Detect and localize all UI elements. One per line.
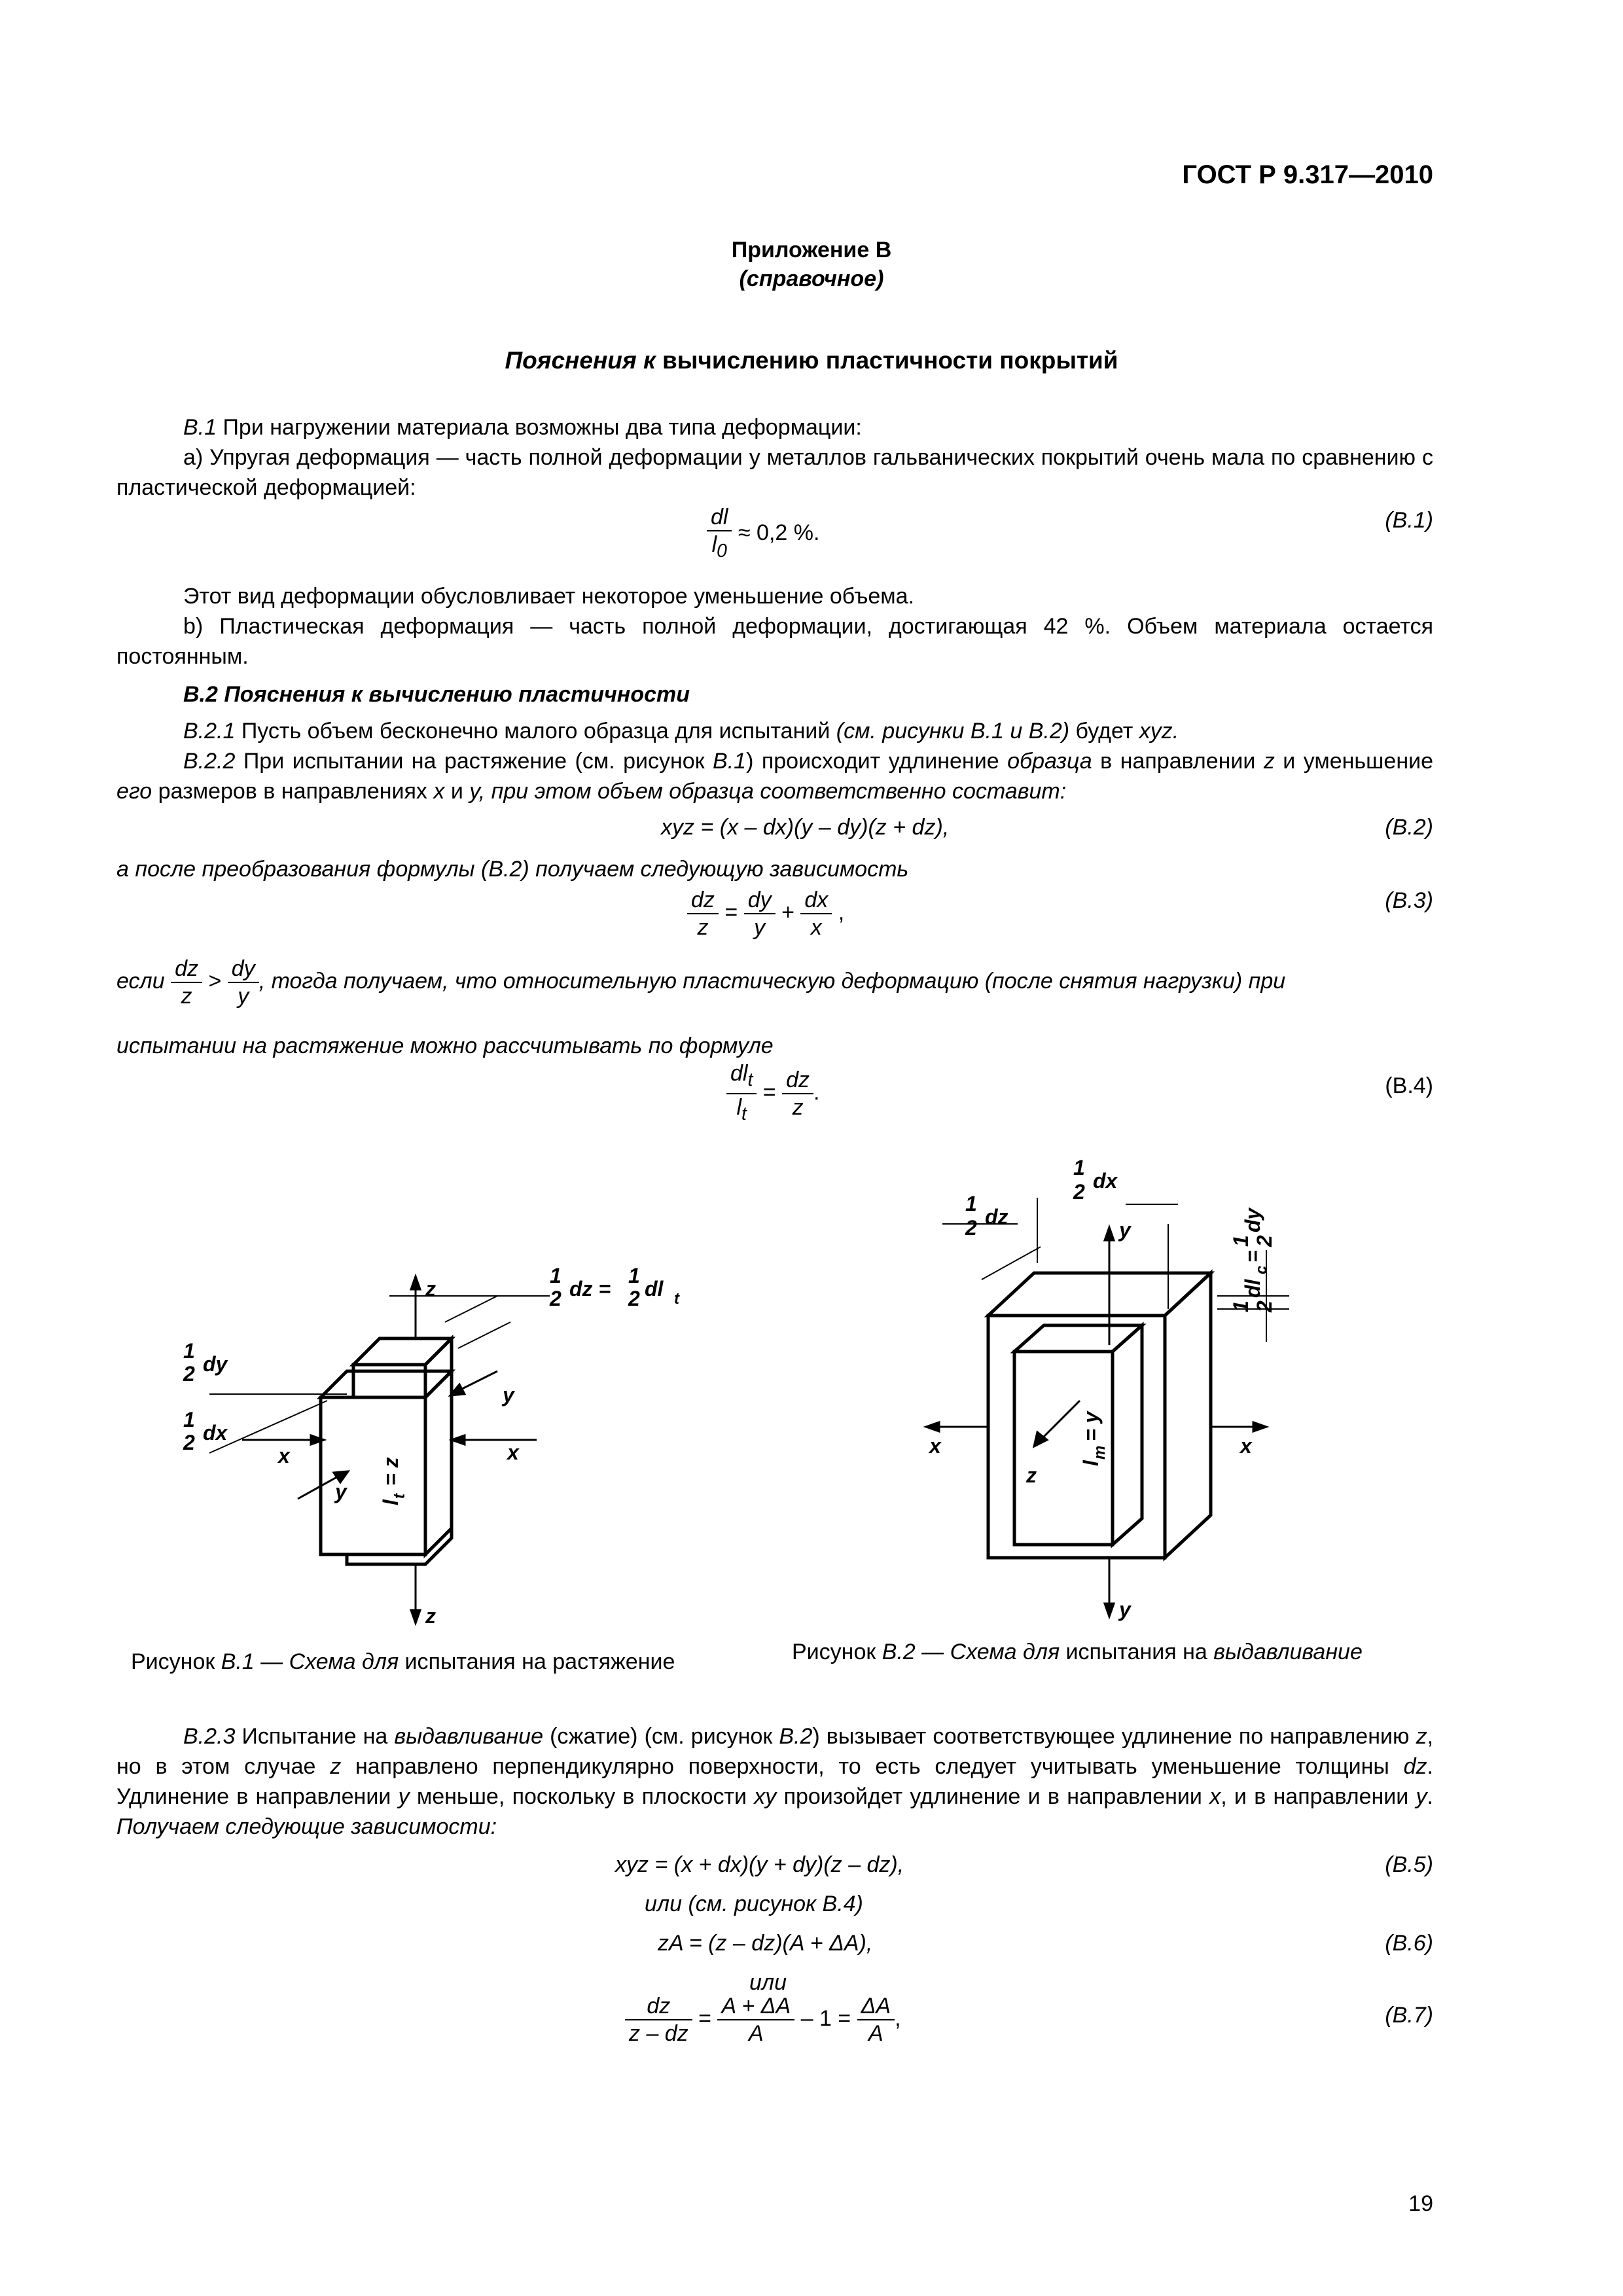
fig1-half-num: 1 [628, 1264, 640, 1287]
fig1-x-left: x [278, 1444, 290, 1467]
text: z [1416, 1724, 1427, 1749]
eq-sub: t [747, 1069, 753, 1090]
paragraph-b: b) Пластическая деформация — часть полной деформации, достигающая 42 %. Объем материала остается постоянным. [116, 614, 1433, 669]
text: В.2 [779, 1724, 813, 1749]
equation-b4 [726, 1060, 819, 1127]
text: и уменьшение [1274, 749, 1433, 774]
fig1-z-top: z [425, 1277, 436, 1300]
eq-num: dy [744, 887, 776, 914]
text: и [444, 779, 470, 804]
fig2-half-num: 1 [1073, 1156, 1085, 1179]
text: dz [1403, 1754, 1427, 1779]
text: y [398, 1784, 410, 1809]
eq-rest: ≈ 0,2 %. [738, 520, 820, 545]
text: При испытании на растяжение (см. рисунок [235, 749, 713, 774]
equation-label: (В.6) [1385, 1931, 1433, 1956]
fig2-lm-sub: m [1091, 1445, 1109, 1460]
eq-den: z [697, 915, 709, 940]
condition-line [116, 956, 1433, 1009]
text: (см. рисунки В.1 и В.2) [836, 719, 1070, 744]
fig1-lt-sub: t [391, 1494, 408, 1499]
text: размеров в направлениях [152, 779, 434, 804]
figure-2-diagram [903, 1152, 1479, 1623]
figure-1-caption [131, 1649, 675, 1675]
text: Рисунок [131, 1649, 221, 1674]
fig2-x-left: x [929, 1434, 941, 1458]
clause-number: В.1 [183, 415, 217, 440]
paragraph-after-b2: а после преобразования формулы (В.2) получаем следующую зависимость [116, 857, 909, 882]
text: y [1416, 1784, 1427, 1809]
text: его [116, 779, 152, 804]
fig2-dlc: dl [1241, 1279, 1264, 1298]
text: испытания на растяжение [399, 1649, 675, 1674]
eq-den: y [754, 915, 766, 940]
eq-den: l [736, 1094, 742, 1120]
text: образца [1007, 749, 1092, 774]
text: xyz. [1139, 719, 1179, 744]
fig1-z-bottom: z [425, 1604, 436, 1628]
eq-sub: t [741, 1103, 747, 1124]
fig2-dz: dz [985, 1205, 1008, 1229]
clause-number: В.2.1 [183, 719, 236, 744]
fig1-dz-eq: dz = [569, 1277, 611, 1300]
paragraph-b21 [116, 716, 1433, 746]
eq-den: A [748, 2021, 764, 2046]
equation-label: (В.7) [1385, 2003, 1433, 2028]
fig2-half-den: 2 [1073, 1180, 1085, 1204]
equation-b2: xyz = (x – dx)(y – dy)(z + dz), [661, 815, 950, 840]
fig1-half-num: 1 [183, 1408, 195, 1431]
fig1-half-den: 2 [628, 1287, 640, 1310]
text: ) вызывает соответствующее удлинение по направлению [812, 1724, 1416, 1749]
text: направлено перпендикулярно поверхности, то есть следует учитывать уменьшение толщины [341, 1754, 1404, 1779]
eq-den-sub: 0 [717, 540, 727, 562]
equation-b5: xyz = (x + dx)(y + dy)(z – dz), [615, 1852, 904, 1877]
text: (сжатие) (см. рисунок [543, 1724, 779, 1749]
eq-num: dz [687, 887, 719, 914]
paragraph-b1 [116, 412, 1433, 442]
fig2-half-den: 2 [965, 1216, 977, 1240]
page-number: 19 [1408, 2191, 1433, 2216]
fig1-y-right: y [503, 1383, 514, 1407]
text: xy [754, 1784, 777, 1809]
text: будет [1069, 719, 1139, 744]
eq-num: A + ΔA [717, 1993, 794, 2020]
fig2-half-num: 1 [1229, 1235, 1253, 1247]
eq-num: dz [782, 1067, 813, 1094]
paragraph-test-line: испытании на растяжение можно рассчитывать по формуле [116, 1033, 774, 1058]
fig2-eq: = [1241, 1250, 1264, 1263]
title-rest: вычислению пластичности покрытий [655, 347, 1118, 374]
equation-label: (В.2) [1385, 815, 1433, 840]
eq-op: > [208, 968, 222, 994]
figure-2-caption [792, 1640, 1363, 1665]
fig2-dx: dx [1093, 1169, 1118, 1193]
text: , но в этом случае [116, 1724, 1434, 1779]
eq-op: – 1 = [800, 2005, 851, 2031]
fig1-half-den: 2 [183, 1431, 195, 1454]
fig1-dl: dl [645, 1277, 664, 1300]
text: Пусть объем бесконечно малого образца для испытаний [235, 719, 836, 744]
eq-num: dl [707, 504, 732, 531]
text: Рисунок [792, 1640, 882, 1664]
fig1-lt: l [379, 1499, 402, 1505]
fig2-half-den: 2 [1253, 1300, 1276, 1312]
eq-den: z – dz [629, 2021, 688, 2046]
fig2-z: z [1026, 1463, 1037, 1487]
text: z [1263, 749, 1275, 774]
fig1-eq-z: = z [379, 1457, 402, 1486]
appendix-heading [0, 236, 1623, 293]
equation-b6: zA = (z – dz)(A + ΔA), [658, 1931, 873, 1956]
fig2-half-num: 1 [1229, 1300, 1253, 1312]
text: испытания на [1060, 1640, 1214, 1664]
appendix-label: Приложение В [731, 238, 892, 262]
clause-number: В.2.3 [183, 1724, 236, 1749]
fig1-dx: dx [203, 1421, 228, 1444]
equation-b7 [625, 1993, 901, 2047]
text: меньше, поскольку в плоскости [409, 1784, 755, 1809]
text: выдавливание [1213, 1640, 1363, 1664]
text: В.1 — Схема для [221, 1649, 399, 1674]
eq-op: = [724, 899, 738, 925]
fig2-x-right: x [1240, 1434, 1252, 1458]
text: Получаем следующие зависимости: [116, 1814, 497, 1839]
eq-op: = [762, 1079, 776, 1105]
eq-num: dx [800, 887, 832, 914]
text: произойдет удлинение и в направлении [776, 1784, 1210, 1809]
eq-num: dl [730, 1061, 748, 1086]
text: . Удлинение в направлении [116, 1754, 1433, 1809]
eq-end: , [895, 2005, 901, 2031]
fig2-half-den: 2 [1253, 1235, 1276, 1247]
clause-number: В.2.2 [183, 749, 236, 774]
eq-end: . [813, 1079, 820, 1105]
fig1-half-num: 1 [183, 1339, 195, 1363]
document-code: ГОСТ Р 9.317—2010 [1182, 160, 1433, 189]
equation-b3 [687, 887, 844, 941]
eq-op: = [698, 2005, 712, 2031]
eq-end: , [838, 899, 845, 925]
fig2-lm: l [1079, 1460, 1103, 1466]
figure-1-diagram [157, 1230, 720, 1649]
text: В.1 [713, 749, 747, 774]
text: x [1209, 1784, 1221, 1809]
fig1-x-right: x [507, 1441, 519, 1464]
equation-label: (В.3) [1385, 888, 1433, 913]
section-heading-b2: В.2 Пояснения к вычислению пластичности [183, 682, 690, 707]
eq-op: + [781, 899, 794, 925]
paragraph-b22 [116, 746, 1433, 806]
paragraph-text: При нагружении материала возможны два типа деформации: [217, 415, 862, 440]
text: z [330, 1754, 342, 1779]
paragraph-b23 [116, 1721, 1433, 1842]
eq-num: ΔA [857, 1993, 895, 2020]
paragraph-a: а) Упругая деформация — часть полной деформации у металлов гальванических покрытий очень мала по сравнению с пластической деформацией: [116, 445, 1433, 500]
eq-den: l [711, 532, 717, 557]
text: если [116, 968, 165, 994]
paragraph-this-kind: Этот вид деформации обусловливает некоторое уменьшение объема. [183, 584, 914, 609]
title-italic: Пояснения к [505, 347, 656, 374]
equation-label: (В.5) [1385, 1852, 1433, 1877]
eq-num: dy [228, 956, 259, 983]
text: В.2 — Схема для [882, 1640, 1060, 1664]
fig2-dy: dy [1241, 1208, 1264, 1232]
fig1-half-den: 2 [550, 1287, 562, 1310]
eq-num: dz [625, 1993, 692, 2020]
appendix-type: (справочное) [739, 266, 884, 291]
fig1-dl-sub: t [674, 1290, 679, 1308]
eq-num: dz [171, 956, 202, 983]
page-title [0, 347, 1623, 374]
fig1-half-den: 2 [183, 1362, 195, 1386]
text: , тогда получаем, что относительную пластическую деформацию (после снятия нагрузки) при [259, 968, 1286, 994]
text: ) происходит удлинение [746, 749, 1008, 774]
eq-den: z [792, 1094, 804, 1120]
text: x [433, 779, 445, 804]
eq-den: x [810, 915, 822, 940]
fig2-y-top: y [1119, 1218, 1131, 1242]
equation-label: (В.4) [1385, 1073, 1433, 1098]
equation-b1 [707, 504, 819, 564]
text: в направлении [1092, 749, 1264, 774]
fig1-dy: dy [203, 1352, 228, 1376]
fig1-y-left: y [335, 1480, 347, 1503]
eq-den: A [868, 2021, 883, 2046]
eq-den: z [181, 984, 192, 1009]
text: . [1427, 1784, 1433, 1809]
fig2-y-bottom: y [1119, 1598, 1131, 1621]
fig2-half-num: 1 [965, 1192, 977, 1215]
fig2-eq-y: = y [1079, 1411, 1103, 1441]
text: y, при этом объем образца соответственно составит: [469, 779, 1067, 804]
text: , и в направлении [1221, 1784, 1416, 1809]
equation-label: (В.1) [1385, 508, 1433, 533]
equation-or-2: или [749, 1970, 787, 1995]
fig1-half-num: 1 [550, 1264, 562, 1287]
eq-den: y [238, 984, 249, 1009]
fig2-dlc-sub: c [1253, 1265, 1270, 1274]
equation-or-1: или (см. рисунок В.4) [645, 1892, 863, 1916]
text: выдавливание [394, 1724, 543, 1749]
text: Испытание на [235, 1724, 395, 1749]
